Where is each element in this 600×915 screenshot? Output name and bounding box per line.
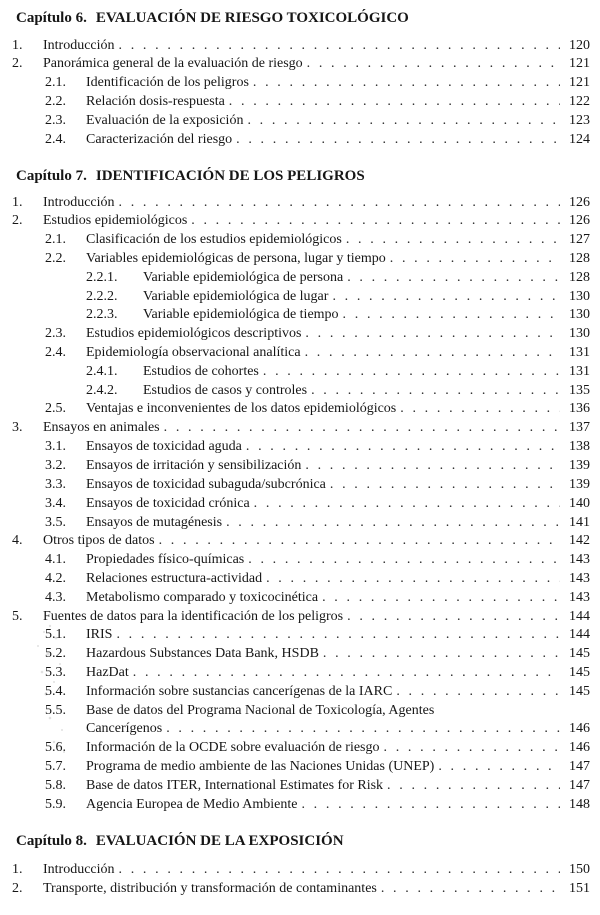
leader-dots bbox=[311, 382, 560, 400]
entry-page: 136 bbox=[569, 401, 590, 416]
entry-number: 2.2.3. bbox=[86, 307, 118, 322]
toc-entry[interactable] bbox=[45, 250, 590, 268]
leader-dots bbox=[305, 344, 560, 362]
entry-label: Información de la OCDE sobre evaluación de riesgo bbox=[86, 740, 380, 755]
toc-entry[interactable] bbox=[12, 419, 590, 437]
toc-entry[interactable] bbox=[45, 438, 590, 456]
leader-dots bbox=[116, 626, 560, 644]
entry-page: 138 bbox=[569, 439, 590, 454]
toc-entry[interactable] bbox=[86, 269, 590, 287]
entry-number: 5.5. bbox=[45, 703, 66, 718]
entry-page: 121 bbox=[569, 56, 590, 71]
entry-number: 2.4.1. bbox=[86, 364, 118, 379]
leader-dots bbox=[133, 664, 560, 682]
entry-number: 3.3. bbox=[45, 477, 66, 492]
toc-entry[interactable] bbox=[86, 382, 590, 400]
toc-entry[interactable] bbox=[12, 861, 590, 879]
toc-entry[interactable] bbox=[45, 231, 590, 249]
leader-dots bbox=[119, 861, 560, 879]
toc-entry[interactable] bbox=[45, 325, 590, 343]
toc-entry[interactable] bbox=[12, 532, 590, 550]
entry-page: 130 bbox=[569, 289, 590, 304]
leader-dots bbox=[346, 231, 560, 249]
leader-dots bbox=[226, 514, 560, 532]
entry-label: Estudios de casos y controles bbox=[143, 383, 308, 398]
entry-page: 144 bbox=[569, 609, 590, 624]
leader-dots bbox=[387, 777, 560, 795]
entry-label: Variables epidemiológicas de persona, lugar y tiempo bbox=[86, 251, 386, 266]
leader-dots bbox=[159, 532, 560, 550]
leader-dots bbox=[246, 438, 560, 456]
leader-dots bbox=[323, 645, 560, 663]
leader-dots bbox=[390, 250, 560, 268]
entry-label: Hazardous Substances Data Bank, HSDB bbox=[86, 646, 319, 661]
chapter-6-heading bbox=[16, 9, 592, 27]
entry-page: 145 bbox=[569, 684, 590, 699]
entry-page: 124 bbox=[569, 132, 590, 147]
entry-number: 3. bbox=[12, 420, 23, 435]
entry-number: 2.4. bbox=[45, 132, 66, 147]
entry-label: Ensayos de irritación y sensibilización bbox=[86, 458, 302, 473]
entry-label: Fuentes de datos para la identificación de los peligros bbox=[43, 609, 344, 624]
leader-dots bbox=[330, 476, 560, 494]
entry-page: 131 bbox=[569, 345, 590, 360]
entry-number: 4.3. bbox=[45, 590, 66, 605]
entry-page: 128 bbox=[569, 270, 590, 285]
entry-number: 2.2.1. bbox=[86, 270, 118, 285]
entry-number: 5.6. bbox=[45, 740, 66, 755]
entry-number: 5.1. bbox=[45, 627, 66, 642]
entry-label: Ventajas e inconvenientes de los datos epidemiológicos bbox=[86, 401, 397, 416]
entry-label: Introducción bbox=[43, 195, 115, 210]
entry-page: 131 bbox=[569, 364, 590, 379]
entry-page: 121 bbox=[569, 75, 590, 90]
entry-page: 137 bbox=[569, 420, 590, 435]
toc-entry[interactable] bbox=[45, 457, 590, 475]
leader-dots bbox=[305, 457, 560, 475]
entry-number: 5.8. bbox=[45, 778, 66, 793]
leader-dots bbox=[381, 880, 560, 898]
entry-label: Introducción bbox=[43, 862, 115, 877]
chapter-8-heading bbox=[16, 832, 592, 850]
entry-page: 143 bbox=[569, 590, 590, 605]
leader-dots bbox=[305, 325, 560, 343]
entry-page: 139 bbox=[569, 458, 590, 473]
entry-page: 123 bbox=[569, 113, 590, 128]
entry-number: 2.2.2. bbox=[86, 289, 118, 304]
toc-entry[interactable] bbox=[45, 514, 590, 532]
entry-number: 2.2. bbox=[45, 94, 66, 109]
leader-dots bbox=[247, 112, 560, 130]
toc-entry[interactable] bbox=[45, 112, 590, 130]
leader-dots bbox=[347, 608, 560, 626]
entry-page: 139 bbox=[569, 477, 590, 492]
leader-dots bbox=[322, 589, 560, 607]
toc-entry[interactable] bbox=[45, 570, 590, 588]
toc-entry[interactable] bbox=[12, 194, 590, 212]
toc-entry[interactable] bbox=[45, 495, 590, 513]
entry-number: 5.2. bbox=[45, 646, 66, 661]
entry-page: 145 bbox=[569, 665, 590, 680]
entry-page: 127 bbox=[569, 232, 590, 247]
leader-dots bbox=[396, 683, 560, 701]
entry-page: 126 bbox=[569, 213, 590, 228]
entry-number: 4. bbox=[12, 533, 23, 548]
entry-label: Variable epidemiológica de tiempo bbox=[143, 307, 339, 322]
entry-label: Otros tipos de datos bbox=[43, 533, 155, 548]
entry-label: Variable epidemiológica de lugar bbox=[143, 289, 329, 304]
entry-page: 141 bbox=[569, 515, 590, 530]
entry-label: Epidemiología observacional analítica bbox=[86, 345, 301, 360]
leader-dots bbox=[347, 269, 560, 287]
entry-page: 143 bbox=[569, 571, 590, 586]
entry-number: 2.3. bbox=[45, 113, 66, 128]
entry-label: Ensayos de toxicidad crónica bbox=[86, 496, 250, 511]
toc-entry[interactable] bbox=[45, 131, 590, 149]
toc-entry[interactable] bbox=[12, 55, 590, 73]
entry-number: 3.2. bbox=[45, 458, 66, 473]
toc-entry[interactable] bbox=[45, 476, 590, 494]
entry-page: 122 bbox=[569, 94, 590, 109]
toc-entry[interactable] bbox=[12, 212, 590, 230]
leader-dots bbox=[400, 400, 560, 418]
entry-label: IRIS bbox=[86, 627, 113, 642]
chapter-number: Capítulo 7. bbox=[16, 168, 87, 184]
entry-label: Evaluación de la exposición bbox=[86, 113, 244, 128]
entry-number: 5.9. bbox=[45, 797, 66, 812]
entry-page: 120 bbox=[569, 38, 590, 53]
entry-number: 3.1. bbox=[45, 439, 66, 454]
entry-page: 147 bbox=[569, 778, 590, 793]
entry-number: 1. bbox=[12, 195, 23, 210]
entry-label: Caracterización del riesgo bbox=[86, 132, 233, 147]
toc-entry[interactable] bbox=[45, 626, 590, 644]
toc-entry[interactable] bbox=[12, 880, 590, 898]
entry-page: 146 bbox=[569, 740, 590, 755]
toc-entry-first-line[interactable] bbox=[45, 702, 590, 720]
toc-entry[interactable] bbox=[12, 37, 590, 55]
entry-page: 146 bbox=[569, 721, 590, 736]
entry-label: Introducción bbox=[43, 38, 115, 53]
entry-label: Transporte, distribución y transformación de contaminantes bbox=[43, 881, 377, 896]
entry-label: Metabolismo comparado y toxicocinética bbox=[86, 590, 319, 605]
chapter-title: EVALUACIÓN DE RIESGO TOXICOLÓGICO bbox=[95, 10, 409, 26]
entry-page: 148 bbox=[569, 797, 590, 812]
toc-entry[interactable] bbox=[45, 93, 590, 111]
leader-dots bbox=[119, 194, 560, 212]
entry-label: Ensayos de mutagénesis bbox=[86, 515, 223, 530]
entry-number: 5.4. bbox=[45, 684, 66, 699]
entry-number: 5.3. bbox=[45, 665, 66, 680]
entry-label: Estudios epidemiológicos descriptivos bbox=[86, 326, 302, 341]
entry-label: Panorámica general de la evaluación de riesgo bbox=[43, 56, 303, 71]
entry-page: 142 bbox=[569, 533, 590, 548]
leader-dots bbox=[236, 131, 560, 149]
entry-page: 130 bbox=[569, 307, 590, 322]
leader-dots bbox=[166, 720, 560, 738]
entry-number: 2.2. bbox=[45, 251, 66, 266]
leader-dots bbox=[384, 739, 560, 757]
chapter-number: Capítulo 8. bbox=[16, 833, 87, 849]
entry-label: Estudios de cohortes bbox=[143, 364, 259, 379]
entry-label: Identificación de los peligros bbox=[86, 75, 249, 90]
leader-dots bbox=[438, 758, 560, 776]
entry-label: Ensayos en animales bbox=[43, 420, 160, 435]
entry-page: 143 bbox=[569, 552, 590, 567]
entry-label: Base de datos ITER, International Estimates for Risk bbox=[86, 778, 384, 793]
toc-entry[interactable] bbox=[45, 739, 590, 757]
leader-dots bbox=[266, 570, 560, 588]
entry-page: 144 bbox=[569, 627, 590, 642]
toc-entry[interactable] bbox=[86, 288, 590, 306]
chapter-title: IDENTIFICACIÓN DE LOS PELIGROS bbox=[95, 168, 365, 184]
entry-label: Información sobre sustancias cancerígenas de la IARC bbox=[86, 684, 393, 699]
entry-page: 147 bbox=[569, 759, 590, 774]
entry-label: Propiedades físico-químicas bbox=[86, 552, 245, 567]
leader-dots bbox=[332, 288, 560, 306]
entry-number: 2.5. bbox=[45, 401, 66, 416]
entry-label: Base de datos del Programa Nacional de Toxicología, Agentes bbox=[86, 703, 435, 718]
leader-dots bbox=[248, 551, 560, 569]
entry-label: Clasificación de los estudios epidemiológicos bbox=[86, 232, 342, 247]
entry-label: Relaciones estructura-actividad bbox=[86, 571, 263, 586]
leader-dots bbox=[253, 74, 560, 92]
toc-entry[interactable] bbox=[86, 306, 590, 324]
toc-entry[interactable] bbox=[86, 363, 590, 381]
entry-number: 1. bbox=[12, 862, 23, 877]
entry-number: 4.2. bbox=[45, 571, 66, 586]
toc-entry[interactable] bbox=[45, 400, 590, 418]
entry-label: Ensayos de toxicidad aguda bbox=[86, 439, 242, 454]
toc-entry[interactable] bbox=[45, 645, 590, 663]
leader-dots bbox=[191, 212, 560, 230]
entry-number: 2.3. bbox=[45, 326, 66, 341]
leader-dots bbox=[119, 37, 560, 55]
entry-page: 126 bbox=[569, 195, 590, 210]
entry-number: 5. bbox=[12, 609, 23, 624]
entry-label: Estudios epidemiológicos bbox=[43, 213, 188, 228]
entry-page: 130 bbox=[569, 326, 590, 341]
leader-dots bbox=[301, 796, 560, 814]
entry-number: 3.4. bbox=[45, 496, 66, 511]
entry-number: 2. bbox=[12, 56, 23, 71]
entry-number: 2.4.2. bbox=[86, 383, 118, 398]
entry-number: 2. bbox=[12, 881, 23, 896]
leader-dots bbox=[254, 495, 560, 513]
entry-number: 5.7. bbox=[45, 759, 66, 774]
entry-page: 145 bbox=[569, 646, 590, 661]
chapter-title: EVALUACIÓN DE LA EXPOSICIÓN bbox=[95, 833, 344, 849]
toc-entry[interactable] bbox=[45, 664, 590, 682]
leader-dots bbox=[307, 55, 560, 73]
entry-label: Agencia Europea de Medio Ambiente bbox=[86, 797, 298, 812]
toc-entry[interactable] bbox=[45, 777, 590, 795]
entry-number: 1. bbox=[12, 38, 23, 53]
entry-label-continuation: Cancerígenos bbox=[86, 721, 163, 736]
entry-number: 4.1. bbox=[45, 552, 66, 567]
toc-entry[interactable] bbox=[45, 74, 590, 92]
toc-entry[interactable] bbox=[45, 758, 590, 776]
entry-page: 150 bbox=[569, 862, 590, 877]
toc-entry[interactable] bbox=[45, 551, 590, 569]
entry-number: 2. bbox=[12, 213, 23, 228]
toc-entry[interactable] bbox=[45, 683, 590, 701]
leader-dots bbox=[164, 419, 560, 437]
entry-page: 128 bbox=[569, 251, 590, 266]
entry-page: 135 bbox=[569, 383, 590, 398]
chapter-number: Capítulo 6. bbox=[16, 10, 87, 26]
entry-label: HazDat bbox=[86, 665, 129, 680]
chapter-7-heading bbox=[16, 167, 592, 185]
entry-label: Relación dosis-respuesta bbox=[86, 94, 225, 109]
toc-entry-continuation[interactable] bbox=[86, 720, 590, 738]
toc-entry[interactable] bbox=[45, 344, 590, 362]
entry-page: 151 bbox=[569, 881, 590, 896]
toc-entry[interactable] bbox=[12, 608, 590, 626]
toc-entry[interactable] bbox=[45, 589, 590, 607]
leader-dots bbox=[263, 363, 560, 381]
toc-entry[interactable] bbox=[45, 796, 590, 814]
entry-number: 2.4. bbox=[45, 345, 66, 360]
entry-number: 3.5. bbox=[45, 515, 66, 530]
leader-dots bbox=[343, 306, 560, 324]
entry-number: 2.1. bbox=[45, 75, 66, 90]
entry-label: Variable epidemiológica de persona bbox=[143, 270, 344, 285]
entry-label: Programa de medio ambiente de las Naciones Unidas (UNEP) bbox=[86, 759, 435, 774]
entry-page: 140 bbox=[569, 496, 590, 511]
entry-number: 2.1. bbox=[45, 232, 66, 247]
entry-label: Ensayos de toxicidad subaguda/subcrónica bbox=[86, 477, 326, 492]
leader-dots bbox=[229, 93, 560, 111]
